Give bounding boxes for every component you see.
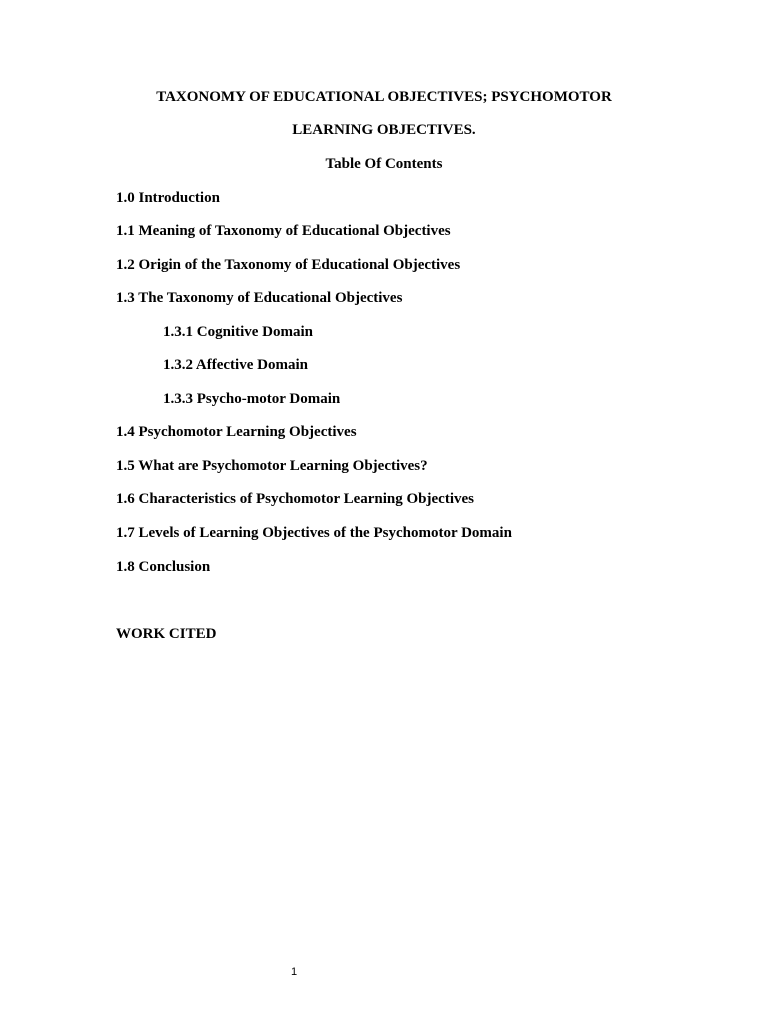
toc-heading: Table Of Contents — [325, 156, 443, 172]
toc-item-taxonomy: 1.3 The Taxonomy of Educational Objectives — [116, 290, 403, 306]
toc-item-psychomotor-objectives: 1.4 Psychomotor Learning Objectives — [116, 424, 357, 440]
toc-item-characteristics: 1.6 Characteristics of Psychomotor Learning Objectives — [116, 491, 474, 507]
toc-item-levels: 1.7 Levels of Learning Objectives of the Psychomotor Domain — [116, 525, 512, 541]
toc-item-conclusion: 1.8 Conclusion — [116, 559, 211, 575]
toc-item-introduction: 1.0 Introduction — [116, 190, 220, 206]
document-title-line-1: TAXONOMY OF EDUCATIONAL OBJECTIVES; PSYCHOMOTOR — [156, 89, 612, 105]
document-title-line-2: LEARNING OBJECTIVES. — [292, 122, 476, 138]
page-number: 1 — [290, 966, 298, 978]
toc-item-meaning: 1.1 Meaning of Taxonomy of Educational Objectives — [116, 223, 451, 239]
toc-item-what-are: 1.5 What are Psychomotor Learning Objectives? — [116, 458, 428, 474]
toc-subitem-affective: 1.3.2 Affective Domain — [163, 357, 308, 373]
toc-item-origin: 1.2 Origin of the Taxonomy of Educational Objectives — [116, 257, 461, 273]
toc-subitem-psychomotor: 1.3.3 Psycho-motor Domain — [163, 391, 341, 407]
work-cited-heading: WORK CITED — [116, 626, 217, 642]
toc-subitem-cognitive: 1.3.1 Cognitive Domain — [163, 324, 313, 340]
